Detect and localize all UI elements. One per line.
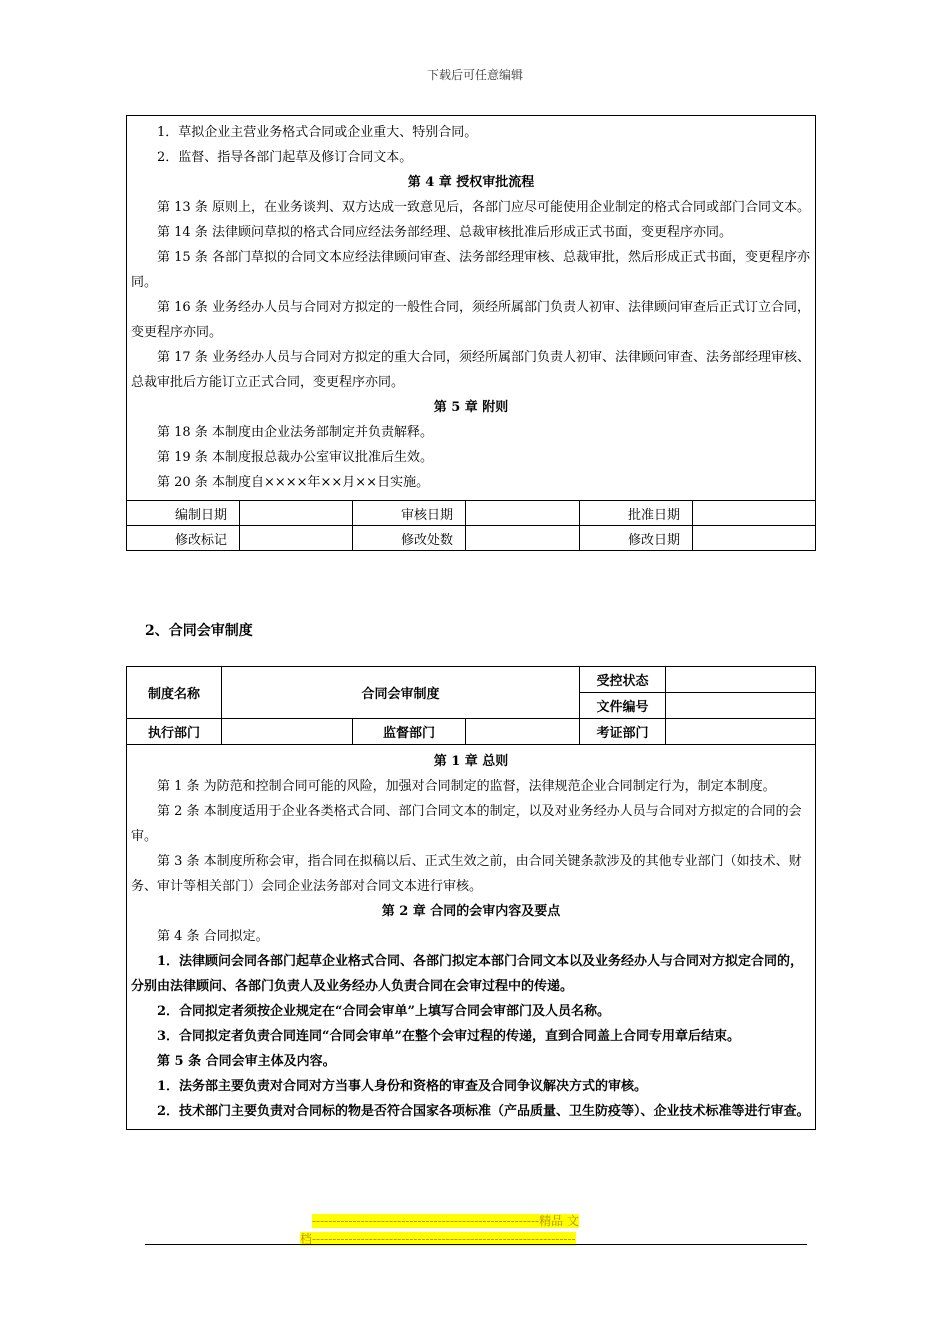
stamp-line-1: --------------------------------------------------------精品 文 [312, 1214, 579, 1228]
chapter-heading: 第 1 章 总则 [433, 754, 509, 769]
clause-paragraph: 2．监督、指导各部门起草及修订合同文本。 [157, 150, 413, 165]
contract-review-body [127, 745, 816, 1130]
verify-dept-label: 考证部门 [580, 719, 666, 745]
clause-paragraph: 第 3 条 本制度所称会审，指合同在拟稿以后、正式生效之前，由合同关键条款涉及的其他专业部门（如技术、财务、审计等相关部门）会同企业法务部对合同文本进行审核。 [131, 854, 802, 894]
chapter-heading: 第 5 章 附则 [433, 400, 509, 415]
contract-review-table [126, 666, 816, 1130]
clause-paragraph: 1．草拟企业主营业务格式合同或企业重大、特别合同。 [157, 125, 478, 140]
revise-date-value [693, 526, 816, 551]
file-no-value [666, 693, 816, 719]
doc2-paragraphs [131, 749, 811, 1124]
approve-date-value [693, 501, 816, 526]
clause-paragraph: 第 20 条 本制度自××××年××月××日实施。 [157, 475, 430, 490]
clause-paragraph: 第 17 条 业务经办人员与合同对方拟定的重大合同，须经所属部门负责人初审、法律顾问审查、法务部经理审核、总裁审批后方能订立正式合同，变更程序亦同。 [131, 350, 810, 390]
control-status-value [666, 667, 816, 693]
control-status-label: 受控状态 [580, 667, 666, 693]
revise-place-value [466, 526, 580, 551]
review-date-value [466, 501, 580, 526]
doc1-paragraphs [131, 120, 811, 495]
review-date-label: 审核日期 [353, 501, 466, 526]
verify-dept-value [666, 719, 816, 745]
approve-date-label: 批准日期 [580, 501, 693, 526]
revise-mark-value [240, 526, 353, 551]
supervise-dept-label: 监督部门 [353, 719, 466, 745]
file-no-label: 文件编号 [580, 693, 666, 719]
clause-paragraph: 第 14 条 法律顾问草拟的格式合同应经法务部经理、总裁审核批准后形成正式书面，变更程序亦同。 [157, 225, 732, 240]
chapter-heading: 第 2 章 合同的会审内容及要点 [381, 904, 561, 919]
revise-place-label: 修改处数 [353, 526, 466, 551]
clause-paragraph: 3．合同拟定者负责合同连同“合同会审单”在整个会审过程的传递，直到合同盖上合同专用章后结束。 [157, 1029, 741, 1044]
regulation-table-continued [126, 115, 816, 551]
clause-paragraph: 第 18 条 本制度由企业法务部制定并负责解释。 [157, 425, 433, 440]
compile-date-label: 编制日期 [127, 501, 240, 526]
supervise-dept-value [466, 719, 580, 745]
clause-paragraph: 1．法务部主要负责对合同对方当事人身份和资格的审查及合同争议解决方式的审核。 [157, 1079, 648, 1094]
clause-paragraph: 第 15 条 各部门草拟的合同文本应经法律顾问审查、法务部经理审核、总裁审批，然后形成正式书面，变更程序亦同。 [131, 250, 810, 290]
revise-mark-label: 修改标记 [127, 526, 240, 551]
regulation-name-value: 合同会审制度 [222, 667, 580, 719]
compile-date-value [240, 501, 353, 526]
clause-paragraph: 2．合同拟定者须按企业规定在“合同会审单”上填写合同会审部门及人员名称。 [157, 1004, 611, 1019]
exec-dept-value [222, 719, 353, 745]
stamp-line-2: 档----------------------------------------------------------------- [300, 1232, 576, 1246]
revise-date-label: 修改日期 [580, 526, 693, 551]
clause-paragraph: 第 19 条 本制度报总裁办公室审议批准后生效。 [157, 450, 433, 465]
clause-paragraph: 第 1 条 为防范和控制合同可能的风险，加强对合同制定的监督，法律规范企业合同制定行为，制定本制度。 [157, 779, 776, 794]
clause-paragraph: 第 4 条 合同拟定。 [157, 929, 269, 944]
watermark-stamp [300, 1212, 650, 1248]
clause-paragraph: 2．技术部门主要负责对合同标的物是否符合国家各项标准（产品质量、卫生防疫等）、企业技术标准等进行审查。 [157, 1104, 810, 1119]
regulation-name-label: 制度名称 [127, 667, 222, 719]
clause-paragraph: 第 13 条 原则上，在业务谈判、双方达成一致意见后，各部门应尽可能使用企业制定的格式合同或部门合同文本。 [157, 200, 810, 215]
clause-paragraph: 第 2 条 本制度适用于企业各类格式合同、部门合同文本的制定，以及对业务经办人员与合同对方拟定的合同的会审。 [131, 804, 802, 844]
regulation-body [127, 116, 816, 501]
section-title: 2、合同会审制度 [145, 623, 253, 639]
chapter-heading: 第 4 章 授权审批流程 [407, 175, 535, 190]
clause-paragraph: 1．法律顾问会同各部门起草企业格式合同、各部门拟定本部门合同文本以及业务经办人与合同对方拟定合同的，分别由法律顾问、各部门负责人及业务经办人负责合同在会审过程中的传递。 [131, 954, 804, 994]
exec-dept-label: 执行部门 [127, 719, 222, 745]
clause-paragraph: 第 5 条 合同会审主体及内容。 [157, 1054, 336, 1069]
clause-paragraph: 第 16 条 业务经办人员与合同对方拟定的一般性合同，须经所属部门负责人初审、法律顾问审查后正式订立合同，变更程序亦同。 [131, 300, 810, 340]
bottom-divider [145, 1244, 807, 1245]
page-header-note: 下载后可任意编辑 [426, 68, 523, 82]
